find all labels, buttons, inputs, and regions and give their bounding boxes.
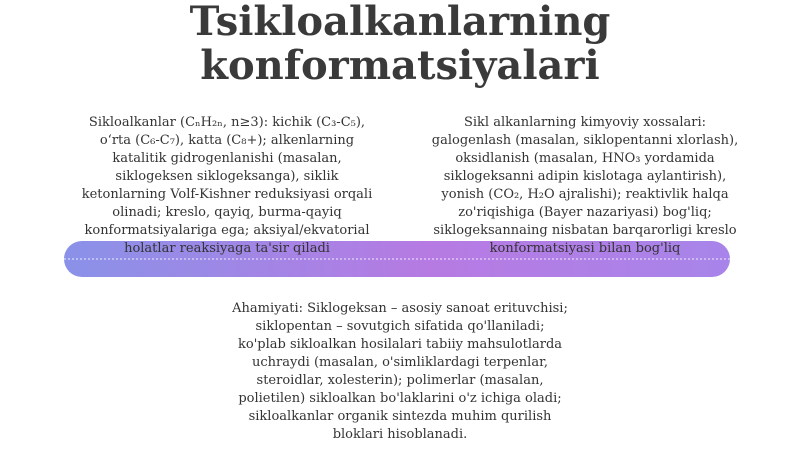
bottom-text-block: Ahamiyati: Siklogeksan – asosiy sanoat erituvchisi; siklopentan – sovutgich sifatida qo'llaniladi; ko'plab sikloalkan hosilalari tabiiy mahsulotlarda uchraydi (masalan, o'simliklardagi terpenlar, steroidlar, xolesterin); polimerlar (masalan, polietilen) sikloalkan bo'laklarini o'z ichiga oladi; sikloalkanlar organik sintezda muhim qurilish bloklari hisoblanadi. bbox=[232, 301, 568, 442]
left-text-block: Sikloalkanlar (CₙH₂ₙ, n≥3): kichik (C₃-C₅), oʻrta (C₆-C₇), katta (C₈+); alkenlarning katalitik gidrogenlanishi (masalan, siklogeksen siklogeksanga), siklik ketonlarning Volf-Kishner reduksiyasi orqali olinadi; kreslo, qayiq, burma-qayiq konformatsiyalariga ega; aksiyal/ekvatorial holatlar reaksiyaga ta'sir qiladi bbox=[81, 115, 373, 256]
timeline-arrow-line bbox=[64, 258, 730, 260]
dotted-arrow-icon bbox=[64, 258, 730, 260]
title-line-2: konformatsiyalari bbox=[200, 42, 600, 89]
title-line-1: Tsikloalkanlarning bbox=[189, 0, 611, 45]
right-text-block: Sikl alkanlarning kimyoviy xossalari: galogenlash (masalan, siklopentanni xlorlash), oksidlanish (masalan, HNO₃ yordamida siklogeksanni adipin kislotaga aylantirish), yonish (CO₂, H₂O ajralishi); reaktivlik halqa zo'riqishiga (Bayer nazariyasi) bog'liq; siklogeksannaing nisbatan barqarorligi kreslo konformatsiyasi bilan bog'liq bbox=[431, 115, 739, 256]
page-title bbox=[0, 0, 800, 88]
